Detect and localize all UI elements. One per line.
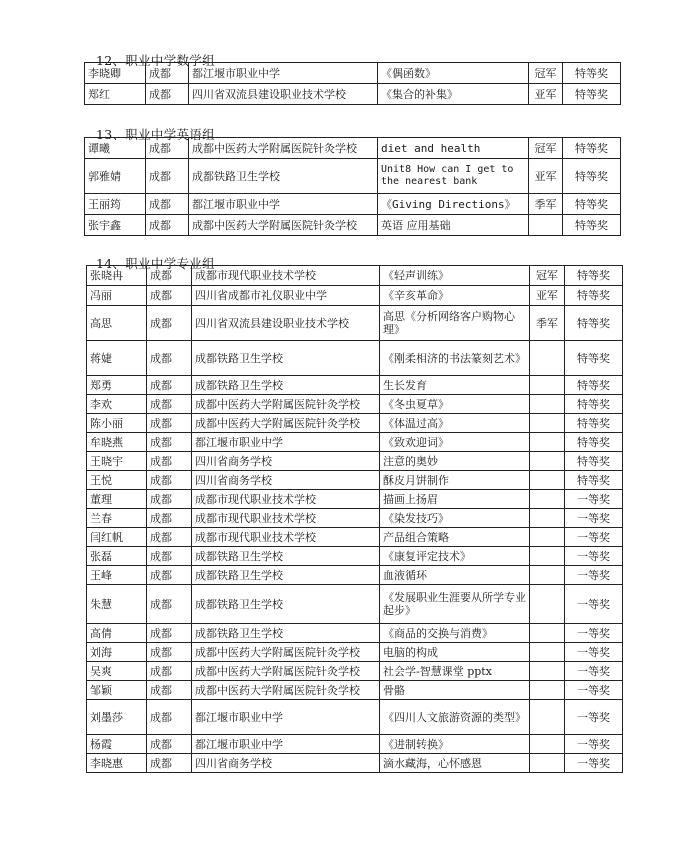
award-cell: 特等奖 xyxy=(565,452,623,471)
work-cell: 《轻声训练》 xyxy=(380,266,530,286)
school-cell: 都江堰市职业中学 xyxy=(189,63,378,84)
work-cell: 酥皮月饼制作 xyxy=(380,471,530,490)
city-cell: 成都 xyxy=(147,547,192,566)
name-cell: 张晓冉 xyxy=(87,266,147,286)
school-cell: 四川省双流县建设职业技术学校 xyxy=(189,84,378,105)
award-cell: 特等奖 xyxy=(565,376,623,395)
table-row xyxy=(87,566,623,585)
name-cell: 兰春 xyxy=(87,509,147,528)
rank-cell xyxy=(530,528,565,547)
rank-cell: 季军 xyxy=(530,306,565,341)
award-cell: 一等奖 xyxy=(565,624,623,643)
school-cell: 都江堰市职业中学 xyxy=(192,433,380,452)
table-row xyxy=(87,376,623,395)
name-cell: 杨霞 xyxy=(87,735,147,754)
table-row xyxy=(85,194,621,215)
name-cell: 陈小丽 xyxy=(87,414,147,433)
work-cell: 生长发育 xyxy=(380,376,530,395)
name-cell: 张磊 xyxy=(87,547,147,566)
table-row xyxy=(87,700,623,735)
award-cell: 一等奖 xyxy=(565,700,623,735)
award-cell: 特等奖 xyxy=(563,138,621,159)
name-cell: 邹颖 xyxy=(87,681,147,700)
school-cell: 成都中医药大学附属医院针灸学校 xyxy=(192,681,380,700)
name-cell: 谭曦 xyxy=(85,138,146,159)
section-title: 13、职业中学英语组 xyxy=(96,127,215,142)
rank-cell xyxy=(530,754,565,773)
rank-cell xyxy=(530,509,565,528)
school-cell: 成都铁路卫生学校 xyxy=(192,376,380,395)
rank-cell xyxy=(530,471,565,490)
table-row xyxy=(87,547,623,566)
award-cell: 特等奖 xyxy=(565,395,623,414)
name-cell: 王悦 xyxy=(87,471,147,490)
award-cell: 一等奖 xyxy=(565,585,623,624)
work-cell: 《偶函数》 xyxy=(378,63,529,84)
award-cell: 特等奖 xyxy=(565,433,623,452)
city-cell: 成都 xyxy=(147,452,192,471)
city-cell: 成都 xyxy=(147,306,192,341)
work-cell: 《致欢迎词》 xyxy=(380,433,530,452)
award-cell: 一等奖 xyxy=(565,662,623,681)
rank-cell xyxy=(530,414,565,433)
award-cell: 特等奖 xyxy=(565,341,623,376)
work-cell: 《康复评定技术》 xyxy=(380,547,530,566)
name-cell: 王丽筠 xyxy=(85,194,146,215)
school-cell: 成都市现代职业技术学校 xyxy=(192,266,380,286)
name-cell: 牟晓燕 xyxy=(87,433,147,452)
school-cell: 成都铁路卫生学校 xyxy=(189,159,378,194)
award-cell: 一等奖 xyxy=(565,735,623,754)
work-cell: 描画上扬眉 xyxy=(380,490,530,509)
award-cell: 一等奖 xyxy=(565,566,623,585)
school-cell: 四川省成都市礼仪职业中学 xyxy=(192,286,380,306)
work-cell: 电脑的构成 xyxy=(380,643,530,662)
rank-cell: 亚军 xyxy=(529,84,563,105)
table-row xyxy=(85,63,621,84)
city-cell: 成都 xyxy=(146,215,189,236)
school-cell: 成都铁路卫生学校 xyxy=(192,566,380,585)
name-cell: 吴爽 xyxy=(87,662,147,681)
award-cell: 一等奖 xyxy=(565,490,623,509)
award-cell: 特等奖 xyxy=(563,84,621,105)
award-cell: 一等奖 xyxy=(565,681,623,700)
table-row xyxy=(87,662,623,681)
award-cell: 一等奖 xyxy=(565,643,623,662)
city-cell: 成都 xyxy=(147,528,192,547)
name-cell: 张宇鑫 xyxy=(85,215,146,236)
rank-cell xyxy=(530,585,565,624)
name-cell: 冯丽 xyxy=(87,286,147,306)
work-cell: 产品组合策略 xyxy=(380,528,530,547)
city-cell: 成都 xyxy=(147,414,192,433)
school-cell: 成都市现代职业技术学校 xyxy=(192,528,380,547)
table-row xyxy=(87,433,623,452)
rank-cell: 亚军 xyxy=(529,159,563,194)
work-cell: 《商品的交换与消费》 xyxy=(380,624,530,643)
award-cell: 特等奖 xyxy=(565,266,623,286)
award-cell: 一等奖 xyxy=(565,509,623,528)
name-cell: 郑红 xyxy=(85,84,146,105)
table-row xyxy=(85,159,621,194)
school-cell: 成都铁路卫生学校 xyxy=(192,624,380,643)
rank-cell: 冠军 xyxy=(530,266,565,286)
table-row xyxy=(87,528,623,547)
work-cell: 血液循环 xyxy=(380,566,530,585)
work-cell: 骨骼 xyxy=(380,681,530,700)
work-cell: 《染发技巧》 xyxy=(380,509,530,528)
city-cell: 成都 xyxy=(147,490,192,509)
city-cell: 成都 xyxy=(147,395,192,414)
city-cell: 成都 xyxy=(147,624,192,643)
school-cell: 成都市现代职业技术学校 xyxy=(192,490,380,509)
city-cell: 成都 xyxy=(147,341,192,376)
table-row xyxy=(87,395,623,414)
rank-cell: 亚军 xyxy=(530,286,565,306)
city-cell: 成都 xyxy=(147,585,192,624)
school-cell: 成都铁路卫生学校 xyxy=(192,341,380,376)
name-cell: 郭雅婧 xyxy=(85,159,146,194)
award-cell: 一等奖 xyxy=(565,754,623,773)
work-cell: 《辛亥革命》 xyxy=(380,286,530,306)
award-cell: 特等奖 xyxy=(563,215,621,236)
work-cell: 社会学-智慧课堂 pptx xyxy=(380,662,530,681)
school-cell: 四川省商务学校 xyxy=(192,452,380,471)
name-cell: 蒋婕 xyxy=(87,341,147,376)
name-cell: 高思 xyxy=(87,306,147,341)
work-cell: 《发展职业生涯要从所学专业起步》 xyxy=(380,585,530,624)
award-cell: 特等奖 xyxy=(565,471,623,490)
rank-cell xyxy=(530,566,565,585)
school-cell: 都江堰市职业中学 xyxy=(189,194,378,215)
work-cell: 《进制转换》 xyxy=(380,735,530,754)
school-cell: 四川省双流县建设职业技术学校 xyxy=(192,306,380,341)
city-cell: 成都 xyxy=(146,84,189,105)
award-cell: 特等奖 xyxy=(565,414,623,433)
name-cell: 高倩 xyxy=(87,624,147,643)
work-cell: Unit8 How can I get to the nearest bank xyxy=(378,159,529,194)
rank-cell xyxy=(530,643,565,662)
table-row xyxy=(87,754,623,773)
table-row xyxy=(87,509,623,528)
city-cell: 成都 xyxy=(146,138,189,159)
table-row xyxy=(87,471,623,490)
rank-cell xyxy=(530,681,565,700)
table-row xyxy=(87,735,623,754)
table-row xyxy=(87,286,623,306)
school-cell: 成都铁路卫生学校 xyxy=(192,585,380,624)
table-row xyxy=(87,414,623,433)
school-cell: 都江堰市职业中学 xyxy=(192,735,380,754)
rank-cell xyxy=(530,735,565,754)
table-row xyxy=(85,215,621,236)
work-cell: 滴水藏海，心怀感恩 xyxy=(380,754,530,773)
school-cell: 成都中医药大学附属医院针灸学校 xyxy=(192,662,380,681)
school-cell: 成都市现代职业技术学校 xyxy=(192,509,380,528)
award-cell: 一等奖 xyxy=(565,528,623,547)
city-cell: 成都 xyxy=(147,662,192,681)
award-cell: 特等奖 xyxy=(563,159,621,194)
city-cell: 成都 xyxy=(147,266,192,286)
rank-cell xyxy=(530,624,565,643)
table-row xyxy=(85,84,621,105)
city-cell: 成都 xyxy=(147,681,192,700)
city-cell: 成都 xyxy=(146,159,189,194)
city-cell: 成都 xyxy=(146,63,189,84)
award-table xyxy=(84,137,621,236)
rank-cell xyxy=(529,215,563,236)
city-cell: 成都 xyxy=(147,735,192,754)
rank-cell: 季军 xyxy=(529,194,563,215)
rank-cell xyxy=(530,376,565,395)
work-cell: 《刚柔相济的书法篆刻艺术》 xyxy=(380,341,530,376)
table-row xyxy=(87,452,623,471)
award-cell: 特等奖 xyxy=(563,63,621,84)
city-cell: 成都 xyxy=(147,700,192,735)
school-cell: 成都铁路卫生学校 xyxy=(192,547,380,566)
name-cell: 王峰 xyxy=(87,566,147,585)
table-row xyxy=(87,643,623,662)
school-cell: 成都中医药大学附属医院针灸学校 xyxy=(192,643,380,662)
name-cell: 李晓卿 xyxy=(85,63,146,84)
table-row xyxy=(87,624,623,643)
rank-cell xyxy=(530,490,565,509)
city-cell: 成都 xyxy=(147,433,192,452)
award-cell: 特等奖 xyxy=(563,194,621,215)
work-cell: 《体温过高》 xyxy=(380,414,530,433)
table-row xyxy=(87,341,623,376)
city-cell: 成都 xyxy=(147,643,192,662)
rank-cell xyxy=(530,433,565,452)
work-cell: 《集合的补集》 xyxy=(378,84,529,105)
table-row xyxy=(87,585,623,624)
name-cell: 刘海 xyxy=(87,643,147,662)
table-row xyxy=(87,306,623,341)
award-table xyxy=(86,265,623,773)
table-row xyxy=(87,681,623,700)
name-cell: 刘墨莎 xyxy=(87,700,147,735)
school-cell: 成都中医药大学附属医院针灸学校 xyxy=(189,138,378,159)
school-cell: 都江堰市职业中学 xyxy=(192,700,380,735)
section-title: 14、职业中学专业组 xyxy=(96,256,215,271)
rank-cell xyxy=(530,662,565,681)
rank-cell xyxy=(530,452,565,471)
city-cell: 成都 xyxy=(146,194,189,215)
table-row xyxy=(85,138,621,159)
city-cell: 成都 xyxy=(147,754,192,773)
city-cell: 成都 xyxy=(147,471,192,490)
name-cell: 朱慧 xyxy=(87,585,147,624)
award-cell: 特等奖 xyxy=(565,306,623,341)
award-cell: 一等奖 xyxy=(565,547,623,566)
name-cell: 郑勇 xyxy=(87,376,147,395)
rank-cell xyxy=(530,395,565,414)
work-cell: diet and health xyxy=(378,138,529,159)
name-cell: 李晓惠 xyxy=(87,754,147,773)
work-cell: 《Giving Directions》 xyxy=(378,194,529,215)
work-cell: 《四川人文旅游资源的类型》 xyxy=(380,700,530,735)
rank-cell xyxy=(530,341,565,376)
name-cell: 王晓宇 xyxy=(87,452,147,471)
rank-cell xyxy=(530,700,565,735)
city-cell: 成都 xyxy=(147,509,192,528)
work-cell: 《冬虫夏草》 xyxy=(380,395,530,414)
work-cell: 注意的奥妙 xyxy=(380,452,530,471)
work-cell: 英语 应用基础 xyxy=(378,215,529,236)
award-table xyxy=(84,62,621,105)
city-cell: 成都 xyxy=(147,566,192,585)
award-cell: 特等奖 xyxy=(565,286,623,306)
rank-cell xyxy=(530,547,565,566)
rank-cell: 冠军 xyxy=(529,63,563,84)
name-cell: 董理 xyxy=(87,490,147,509)
city-cell: 成都 xyxy=(147,376,192,395)
table-row xyxy=(87,490,623,509)
name-cell: 李欢 xyxy=(87,395,147,414)
school-cell: 四川省商务学校 xyxy=(192,754,380,773)
school-cell: 成都中医药大学附属医院针灸学校 xyxy=(192,414,380,433)
city-cell: 成都 xyxy=(147,286,192,306)
section-title: 12、职业中学数学组 xyxy=(96,53,215,68)
school-cell: 成都中医药大学附属医院针灸学校 xyxy=(189,215,378,236)
table-row xyxy=(87,266,623,286)
work-cell: 高思《分析网络客户购物心理》 xyxy=(380,306,530,341)
name-cell: 闫红帆 xyxy=(87,528,147,547)
school-cell: 四川省商务学校 xyxy=(192,471,380,490)
school-cell: 成都中医药大学附属医院针灸学校 xyxy=(192,395,380,414)
rank-cell: 冠军 xyxy=(529,138,563,159)
